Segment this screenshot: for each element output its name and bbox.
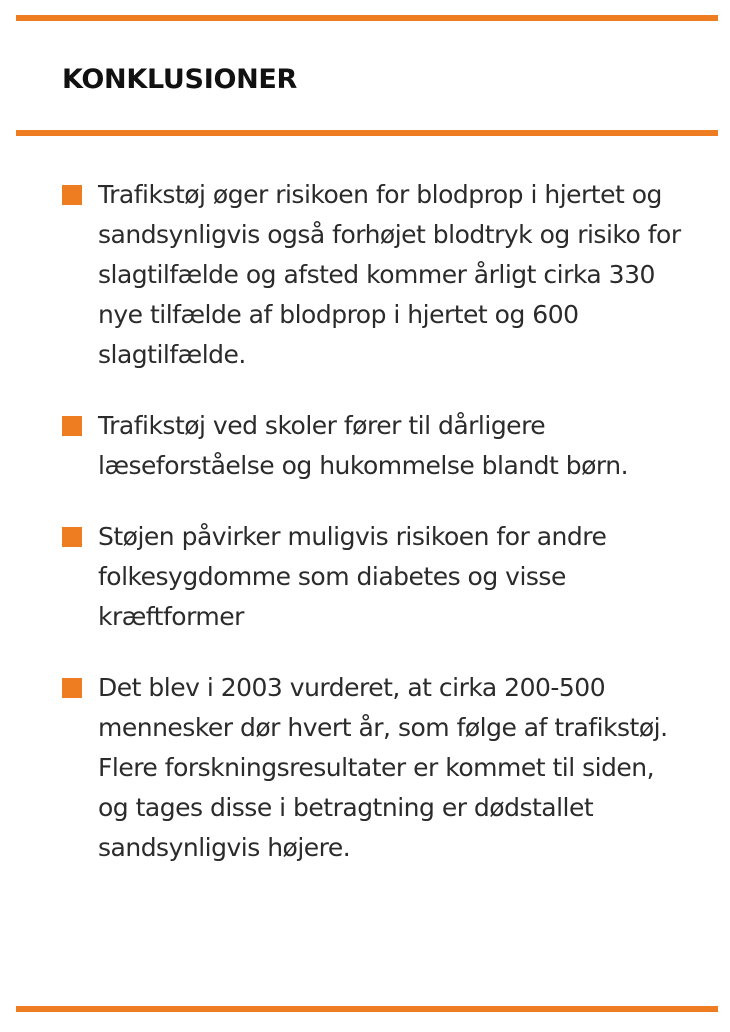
list-item bbox=[62, 406, 682, 486]
title-divider bbox=[16, 130, 718, 136]
top-divider bbox=[16, 15, 718, 21]
list-item-text: Det blev i 2003 vurderet, at cirka 200-500 mennesker dør hvert år, som følge af trafikstøj. Flere forskningsresultater er kommet til siden, og tages disse i betragtning er dødstallet sandsynligvis højere. bbox=[98, 673, 668, 862]
square-bullet-icon bbox=[62, 416, 82, 436]
page-title: KONKLUSIONER bbox=[62, 64, 298, 95]
square-bullet-icon bbox=[62, 185, 82, 205]
bottom-divider bbox=[16, 1006, 718, 1012]
square-bullet-icon bbox=[62, 678, 82, 698]
list-item bbox=[62, 175, 682, 375]
list-item-text: Trafikstøj øger risikoen for blodprop i hjertet og sandsynligvis også forhøjet blodtryk og risiko for slagtilfælde og afsted kommer årligt cirka 330 nye tilfælde af blodprop i hjertet og 600 slagtilfælde. bbox=[98, 180, 681, 369]
conclusion-list bbox=[62, 175, 682, 868]
list-item-text: Støjen påvirker muligvis risikoen for andre folkesygdomme som diabetes og visse kræftformer bbox=[98, 522, 607, 631]
list-item bbox=[62, 668, 682, 868]
list-item-text: Trafikstøj ved skoler fører til dårligere læseforståelse og hukommelse blandt børn. bbox=[98, 411, 629, 480]
list-item bbox=[62, 517, 682, 637]
square-bullet-icon bbox=[62, 527, 82, 547]
